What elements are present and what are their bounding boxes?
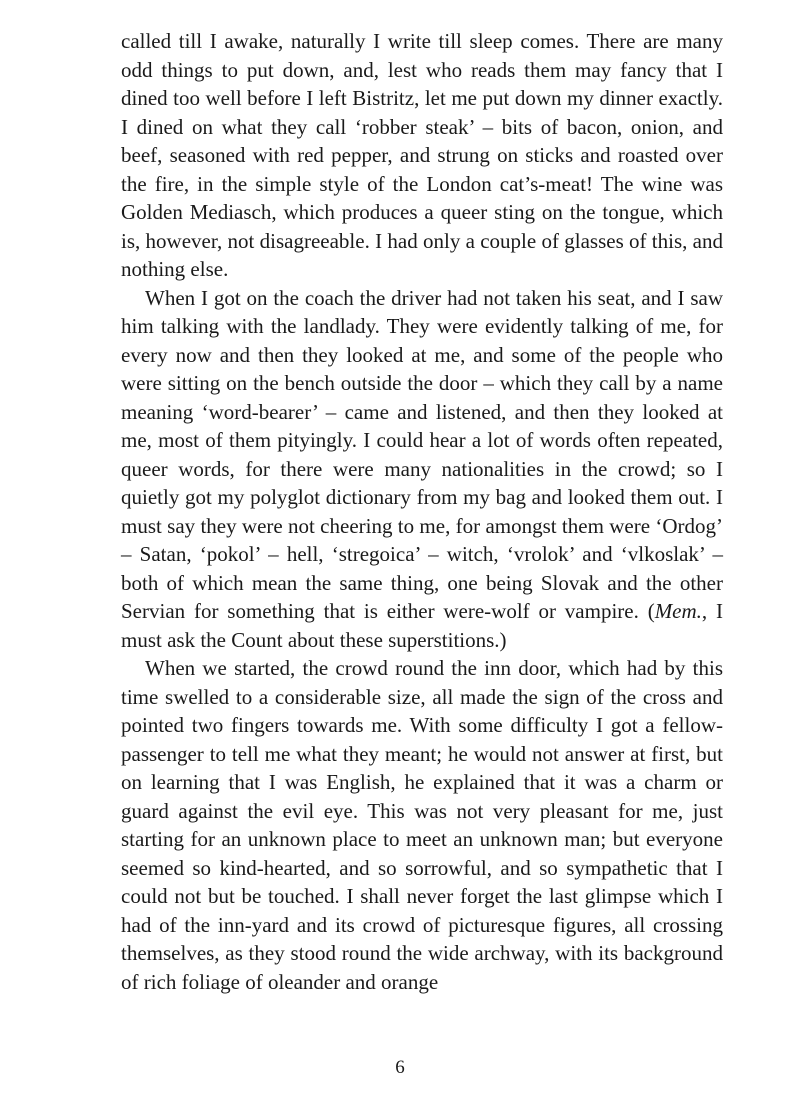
page-body: [121, 27, 723, 996]
paragraph-2-text-start: When I got on the coach the driver had not taken his seat, and I saw him talking with the landlady. They were evidently talking of me, for every now and then they looked at me, and some of the people who were sitting on the bench outside the door – which they call by a name meaning ‘word-bearer’ – came and listened, and then they looked at me, most of them pityingly. I could hear a lot of words often repeated, queer words, for there were many nationalities in the crowd; so I quietly got my polyglot dictionary from my bag and looked them out. I must say they were not cheering to me, for amongst them were ‘Ordog’ – Satan, ‘pokol’ – hell, ‘stregoica’ – witch, ‘vrolok’ and ‘vlkoslak’ – both of which mean the same thing, one being Slovak and the other Servian for something that is either were-wolf or vampire. (: [121, 285, 723, 623]
paragraph-2-text-end: , I must ask the Count about these superstitions.): [121, 599, 723, 652]
paragraph-3: When we started, the crowd round the inn door, which had by this time swelled to a considerable size, all made the sign of the cross and pointed two fingers towards me. With some difficulty I got a fellow-passenger to tell me what they meant; he would not answer at first, but on learning that I was English, he explained that it was a charm or guard against the evil eye. This was not very pleasant for me, just starting for an unknown place to meet an unknown man; but everyone seemed so kind-hearted, and so sorrowful, and so sympathetic that I could not but be touched. I shall never forget the last glimpse which I had of the inn-yard and its crowd of picturesque figures, all crossing themselves, as they stood round the wide archway, with its background of rich foliage of oleander and orange: [121, 656, 723, 994]
paragraph-1: called till I awake, naturally I write till sleep comes. There are many odd things to put down, and, lest who reads them may fancy that I dined too well before I left Bistritz, let me put down my dinner exactly. I dined on what they call ‘robber steak’ – bits of bacon, onion, and beef, seasoned with red pepper, and strung on sticks and roasted over the fire, in the simple style of the London cat’s-meat! The wine was Golden Mediasch, which produces a queer sting on the tongue, which is, however, not disagreeable. I had only a couple of glasses of this, and nothing else.: [121, 29, 723, 281]
paragraph-2: [121, 284, 723, 655]
page-number: 6: [395, 1057, 405, 1078]
memo-abbreviation: Mem.: [654, 599, 702, 623]
